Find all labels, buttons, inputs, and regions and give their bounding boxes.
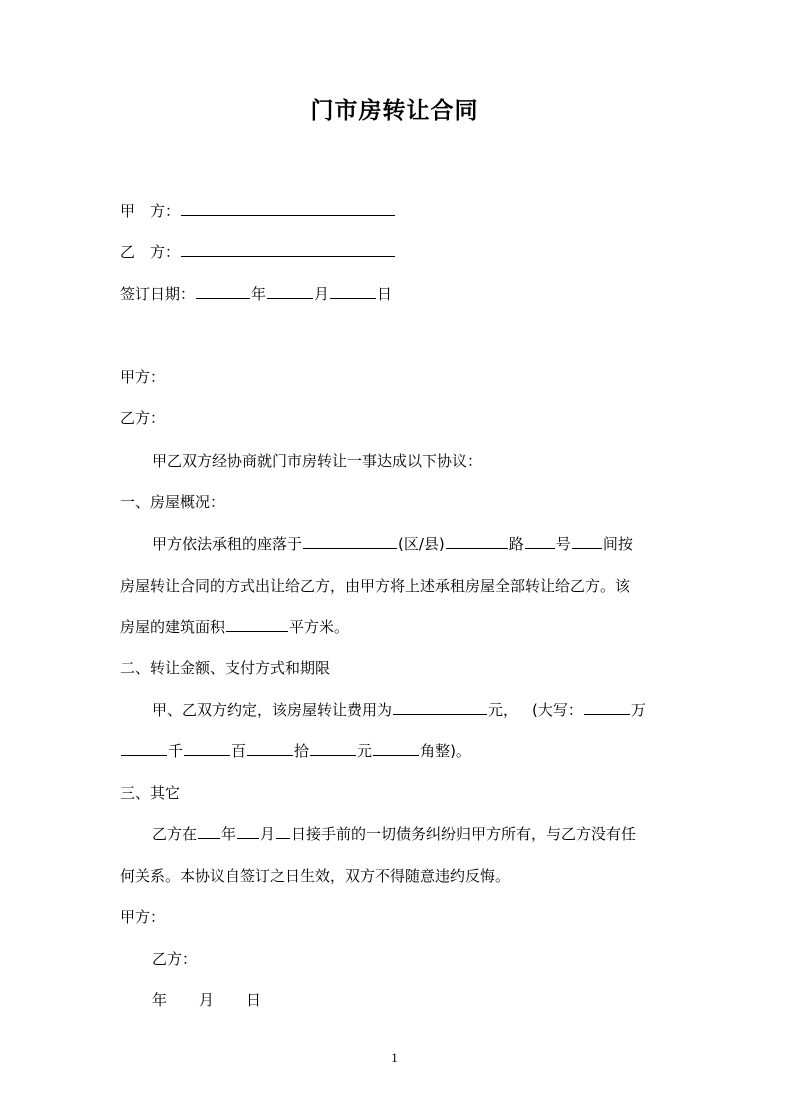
- party-a-line: [120, 200, 396, 222]
- section1-text: 甲方依法承租的座落于: [152, 535, 303, 553]
- area-label: 房屋的建筑面积: [120, 618, 226, 636]
- wan-label: 万: [630, 701, 646, 719]
- shi-blank: [247, 740, 293, 756]
- section1-line3: [120, 616, 349, 638]
- month-label: 月: [314, 285, 330, 303]
- section2-line2: [120, 740, 471, 762]
- section3-heading: 三、其它: [120, 784, 181, 802]
- handover-month-blank: [237, 823, 259, 839]
- sign-date-line: [120, 283, 392, 305]
- section1-line1: [152, 533, 633, 555]
- handover-day-text: 日接手前的一切债务纠纷归甲方所有，与乙方没有任: [291, 825, 637, 843]
- party-b: 乙方：: [120, 409, 166, 427]
- number-blank: [525, 533, 555, 549]
- handover-year-label: 年: [221, 825, 237, 843]
- year-label: 年: [251, 285, 267, 303]
- fee-text: 甲、乙双方约定，该房屋转让费用为: [152, 701, 393, 719]
- road-blank: [446, 533, 508, 549]
- yuan-label: 元: [357, 742, 373, 760]
- bai-label: 百: [231, 742, 247, 760]
- qian-label: 千: [168, 742, 184, 760]
- district-label: (区/县): [398, 535, 445, 553]
- party-a-label: 甲 方：: [120, 202, 181, 220]
- page-number: 1: [391, 1050, 398, 1065]
- location-blank: [303, 533, 397, 549]
- capital-label: (大写：: [532, 701, 583, 719]
- room-blank: [572, 533, 602, 549]
- party-b-label: 乙 方：: [120, 243, 181, 261]
- section3-line1: [152, 823, 636, 845]
- jiao-label: 角整)。: [420, 742, 471, 760]
- handover-text: 乙方在: [152, 825, 198, 843]
- party-b-blank: [181, 241, 395, 257]
- intro-paragraph: 甲乙双方经协商就门市房转让一事达成以下协议：: [152, 452, 483, 470]
- area-blank: [226, 616, 288, 632]
- section1-heading: 一、房屋概况：: [120, 493, 226, 511]
- sign-date-label: 签订日期：: [120, 285, 196, 303]
- area-unit: 平方米。: [289, 618, 350, 636]
- party-a-blank: [181, 200, 395, 216]
- road-label: 路: [508, 535, 524, 553]
- signature-party-b: 乙方：: [152, 950, 198, 968]
- month-blank: [267, 283, 313, 299]
- year-blank: [196, 283, 250, 299]
- section2-line1: [152, 699, 646, 721]
- handover-month-label: 月: [260, 825, 276, 843]
- party-a: 甲方：: [120, 368, 166, 386]
- handover-day-blank: [276, 823, 290, 839]
- fee-unit: 元，: [488, 701, 519, 719]
- yuan-blank: [310, 740, 356, 756]
- document-title: 门市房转让合同: [310, 97, 479, 124]
- signature-date: [152, 989, 261, 1011]
- shi-label: 拾: [294, 742, 310, 760]
- day-blank: [330, 283, 376, 299]
- room-label: 间按: [602, 535, 633, 553]
- section3-line2: 何关系。本协议自签订之日生效，双方不得随意违约反悔。: [120, 867, 511, 885]
- fee-blank: [393, 699, 487, 715]
- number-label: 号: [555, 535, 571, 553]
- section2-heading: 二、转让金额、支付方式和期限: [120, 659, 331, 677]
- wan-blank: [584, 699, 630, 715]
- party-b-line: [120, 241, 396, 263]
- qian-blank: [121, 740, 167, 756]
- bai-blank: [184, 740, 230, 756]
- signature-month: 月: [199, 991, 215, 1009]
- handover-year-blank: [198, 823, 220, 839]
- signature-day: 日: [246, 991, 262, 1009]
- jiao-blank: [373, 740, 419, 756]
- section1-line2: 房屋转让合同的方式出让给乙方，由甲方将上述承租房屋全部转让给乙方。该: [120, 577, 631, 595]
- signature-year: 年: [152, 991, 168, 1009]
- day-label: 日: [377, 285, 393, 303]
- signature-party-a: 甲方：: [120, 908, 166, 926]
